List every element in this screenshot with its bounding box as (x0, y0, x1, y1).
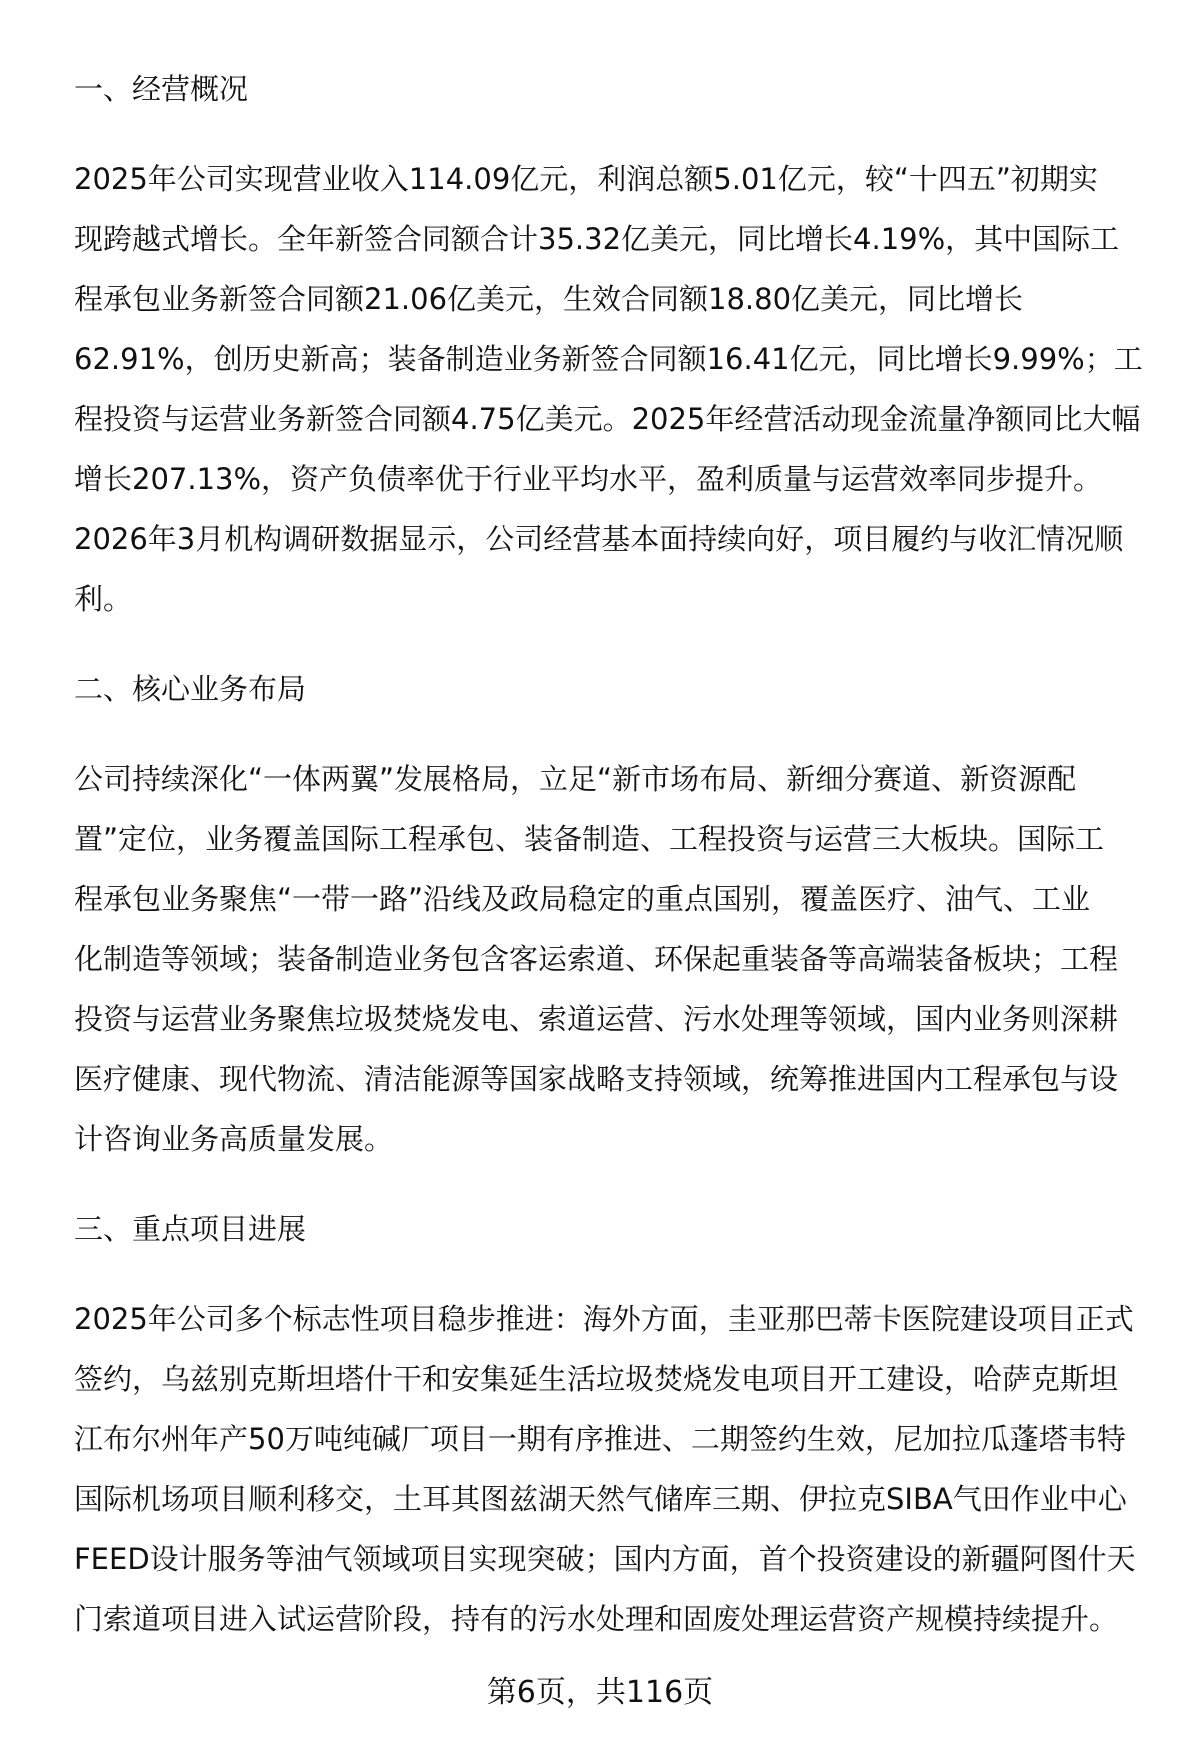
paragraph-line: 投资与运营业务聚焦垃圾焚烧发电、索道运营、污水处理等领域，国内业务则深耕 (74, 1002, 1119, 1036)
paragraph-line: 现跨越式增长。全年新签合同额合计35.32亿美元，同比增长4.19%，其中国际工 (74, 222, 1120, 256)
section-paragraph (74, 1289, 1164, 1649)
paragraph-line: 2026年3月机构调研数据显示，公司经营基本面持续向好，项目履约与收汇情况顺 (74, 522, 1124, 556)
paragraph-line: 国际机场项目顺利移交，土耳其图兹湖天然气储库三期、伊拉克SIBA气田作业中心 (74, 1482, 1127, 1516)
section-heading: 三、重点项目进展 (74, 1212, 307, 1246)
paragraph-line: 医疗健康、现代物流、清洁能源等国家战略支持领域，统筹推进国内工程承包与设 (74, 1062, 1119, 1096)
page-number: 第6页，共116页 (486, 1675, 714, 1710)
paragraph-line: 程承包业务聚焦“一带一路”沿线及政局稳定的重点国别，覆盖医疗、油气、工业 (74, 882, 1091, 916)
section-paragraph (74, 749, 1164, 1169)
paragraph-line: 利。 (74, 582, 133, 616)
paragraph-line: 2025年公司多个标志性项目稳步推进：海外方面，圭亚那巴蒂卡医院建设项目正式 (74, 1302, 1134, 1336)
paragraph-line: 程投资与运营业务新签合同额4.75亿美元。2025年经营活动现金流量净额同比大幅 (74, 402, 1141, 436)
paragraph-line: 置”定位，业务覆盖国际工程承包、装备制造、工程投资与运营三大板块。国际工 (74, 822, 1105, 856)
paragraph-line: 程承包业务新签合同额21.06亿美元，生效合同额18.80亿美元，同比增长 (74, 282, 1024, 316)
paragraph-line: 门索道项目进入试运营阶段，持有的污水处理和固废处理运营资产规模持续提升。 (74, 1602, 1119, 1636)
section-heading: 一、经营概况 (74, 72, 249, 106)
paragraph-line: 增长207.13%，资产负债率优于行业平均水平，盈利质量与运营效率同步提升。 (74, 462, 1103, 496)
section-paragraph (74, 149, 1164, 629)
paragraph-line: 江布尔州年产50万吨纯碱厂项目一期有序推进、二期签约生效，尼加拉瓜蓬塔韦特 (74, 1422, 1126, 1456)
paragraph-line: 计咨询业务高质量发展。 (74, 1122, 394, 1156)
document-body (74, 59, 1164, 1679)
paragraph-line: 62.91%，创历史新高；装备制造业务新签合同额16.41亿元，同比增长9.99%；工 (74, 342, 1143, 376)
paragraph-line: 2025年公司实现营业收入114.09亿元，利润总额5.01亿元，较“十四五”初期实 (74, 162, 1098, 196)
section-heading: 二、核心业务布局 (74, 672, 307, 706)
paragraph-line: 签约，乌兹别克斯坦塔什干和安集延生活垃圾焚烧发电项目开工建设，哈萨克斯坦 (74, 1362, 1119, 1396)
paragraph-line: 公司持续深化“一体两翼”发展格局，立足“新市场布局、新细分赛道、新资源配 (74, 762, 1077, 796)
paragraph-line: FEED设计服务等油气领域项目实现突破；国内方面，首个投资建设的新疆阿图什天 (74, 1542, 1136, 1576)
paragraph-line: 化制造等领域；装备制造业务包含客运索道、环保起重装备等高端装备板块；工程 (74, 942, 1119, 976)
